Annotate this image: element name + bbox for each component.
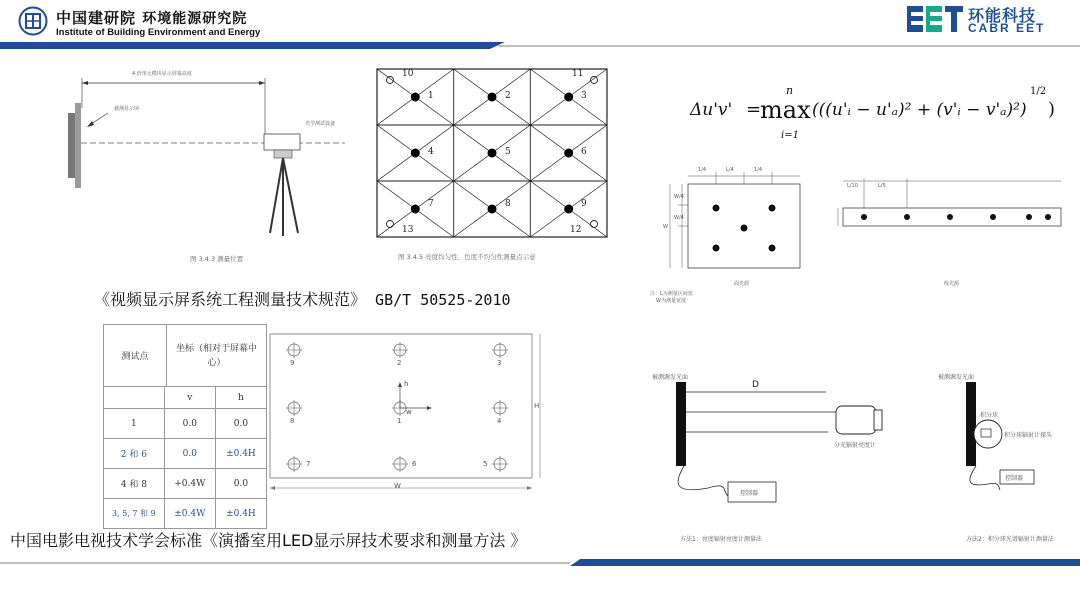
method2-sphere: 积分球	[980, 412, 999, 419]
dim-b2: L/5	[878, 183, 886, 189]
test-point-table	[103, 324, 267, 387]
color-difference-formula	[690, 82, 1070, 152]
header-bar-left	[0, 42, 505, 49]
point-3-label: 3	[581, 91, 587, 101]
method1-title: 被测源发光面	[652, 374, 689, 381]
dim-H-label: H	[534, 402, 540, 410]
header	[0, 0, 1080, 50]
row-1-point: 1	[104, 409, 165, 439]
point-12-label: 12	[570, 225, 582, 235]
method2-caption: 方法2：积分球光谱辐射计测量法	[966, 536, 1054, 543]
figure-uniformity-grid	[376, 68, 616, 268]
formula-upper: n	[786, 84, 794, 97]
dim-a3: 1/4	[754, 167, 763, 173]
grid-label-6: 6	[412, 460, 417, 468]
th-h: h	[215, 387, 266, 409]
method1-caption: 方法1：亮度辐射亮度计测量法	[680, 536, 762, 543]
point-2-label: 2	[505, 91, 511, 101]
fig3-note: 注：L为测量区间宽	[650, 291, 693, 297]
standard-title-1-name: 《视频显示屏系统工程测量技术规范》	[94, 290, 367, 309]
brand-cn: 环能科技	[968, 6, 1037, 25]
org-dept-cn: 环境能源研究院	[142, 11, 248, 27]
point-10-label: 10	[402, 69, 414, 79]
method1-controller: 控制器	[740, 490, 759, 497]
grid-label-1: 1	[397, 417, 402, 425]
dim-left-2: W/4	[674, 215, 684, 221]
grid-label-4: 4	[497, 417, 502, 425]
caption-area-source: 面光源	[734, 281, 750, 287]
fig3-note2: W为测量宽度	[656, 298, 686, 304]
dim-left-1: W/4	[674, 194, 684, 200]
grid-label-9: 9	[290, 359, 295, 367]
formula-exponent: 1/2	[1030, 86, 1047, 97]
brand-en: CABR EET	[968, 21, 1046, 35]
axis-w-label: w	[406, 408, 412, 416]
formula-lower: i=1	[781, 130, 799, 141]
row-4-h: ±0.4H	[215, 499, 266, 529]
row-3-point: 4 和 8	[104, 469, 165, 499]
row-1-v: 0.0	[164, 409, 215, 439]
point-13-label: 13	[402, 225, 414, 235]
row-2-v: 0.0	[164, 439, 215, 469]
method2-title: 被测源发光面	[938, 374, 975, 381]
method2-controller: 控制器	[1005, 475, 1024, 482]
footer-bar-left	[0, 562, 570, 564]
formula-body: (((u'ᵢ − u'ₐ)² + (v'ᵢ − v'ₐ)²)	[812, 100, 1027, 120]
formula-tail: )	[1048, 99, 1056, 120]
caption-line-source: 线光源	[944, 281, 960, 287]
grid-label-5: 5	[483, 460, 488, 468]
dim-side-w: W	[663, 224, 668, 230]
formula-lhs: Δu'v'	[690, 100, 733, 120]
distance-label: 4 倍单元模块显示屏幕高度	[132, 71, 192, 77]
point-4-label: 4	[428, 147, 434, 157]
figure-measurement-points	[648, 158, 1078, 308]
grid-label-7: 7	[306, 460, 311, 468]
grid-label-8: 8	[290, 417, 295, 425]
org-name-en: Institute of Building Environment and Energy	[56, 27, 261, 38]
dim-W-label: W	[394, 482, 401, 490]
row-1-h: 0.0	[215, 409, 266, 439]
formula-eq: =	[746, 99, 762, 120]
standard-title-1-code: GB/T 50525-2010	[366, 291, 511, 309]
row-2-h: ±0.4H	[215, 439, 266, 469]
org-name-cn: 中国建研院	[56, 9, 137, 27]
row-2-point: 2 和 6	[104, 439, 165, 469]
standard-title-2: 中国电影电视技术学会标准《演播室用LED显示屏技术要求和测量方法 》	[10, 531, 527, 550]
th-v: v	[164, 387, 215, 409]
header-bar-right	[498, 45, 1080, 47]
formula-max: max	[760, 96, 811, 124]
row-3-h: 0.0	[215, 469, 266, 499]
dim-a1: 1/4	[698, 167, 707, 173]
dim-b1: L/10	[847, 183, 858, 189]
grid-label-3: 3	[497, 359, 502, 367]
figure-measurement-methods	[648, 370, 1078, 548]
point-5-label: 5	[505, 147, 511, 157]
point-11-label: 11	[572, 69, 584, 79]
figure-screen-grid	[268, 330, 558, 512]
figure-measurement-position	[60, 58, 360, 268]
screen-label: 被测显示屏	[114, 106, 140, 112]
cabr-logo-icon	[18, 6, 48, 36]
row-4-point: 3, 5, 7 和 9	[104, 499, 165, 529]
point-8-label: 8	[505, 199, 511, 209]
point-7-label: 7	[428, 199, 434, 209]
method1-D: D	[752, 380, 759, 390]
row-4-v: ±0.4W	[164, 499, 215, 529]
method2-probe: 积分球辐射计探头	[1004, 432, 1053, 439]
method1-spectro: 分光辐射亮度计	[834, 442, 877, 449]
test-point-table-wrap	[103, 324, 267, 529]
device-label: 光学测试设备	[305, 121, 336, 127]
standard-title-1	[94, 287, 511, 310]
grid-label-2: 2	[397, 359, 402, 367]
row-3-v: +0.4W	[164, 469, 215, 499]
point-6-label: 6	[581, 147, 587, 157]
fig2-caption: 图 3.4.5 亮度均匀性、色度不均匀性测量点示意	[398, 253, 536, 261]
th-coord: 坐标（相对于屏幕中心）	[167, 325, 267, 387]
point-1-label: 1	[428, 91, 434, 101]
fig1-caption: 图 3.4.3 测量位置	[190, 255, 244, 263]
axis-h-label: h	[404, 380, 409, 388]
dim-a2: L/4	[726, 167, 734, 173]
test-point-table-body	[103, 386, 267, 529]
point-9-label: 9	[581, 199, 587, 209]
th-point: 测试点	[104, 325, 167, 387]
footer-bar-right	[570, 559, 1080, 566]
